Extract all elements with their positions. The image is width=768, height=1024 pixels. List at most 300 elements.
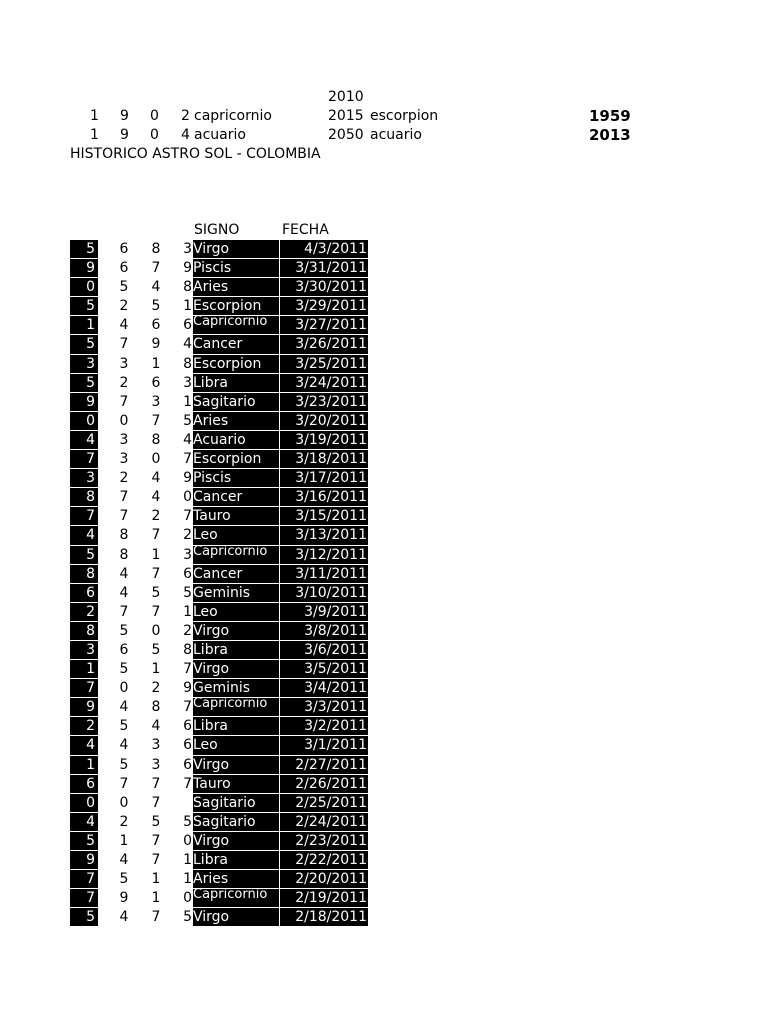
date-cell (280, 546, 368, 564)
number-2-cell: 5 (119, 871, 129, 888)
number-3-cell: 7 (151, 412, 161, 429)
sign-cell: Geminis (193, 679, 279, 697)
number-4-cell: 4 (183, 336, 192, 353)
number-2-cell: 2 (119, 374, 129, 391)
date-cell-text: 2/19/2011 (295, 890, 367, 907)
date-cell (280, 259, 368, 277)
date-cell (280, 297, 368, 315)
number-1-cell-text: 0 (86, 794, 95, 811)
number-4-cell: 7 (183, 661, 192, 678)
number-1-cell-text: 2 (86, 718, 95, 735)
number-2-cell: 4 (119, 317, 129, 334)
sign-cell: Libra (193, 641, 279, 659)
number-3-cell: 7 (151, 794, 161, 811)
date-cell-text: 2/20/2011 (295, 871, 367, 888)
number-1-cell (70, 297, 98, 315)
number-3-cell: 3 (151, 756, 161, 773)
date-cell-text: 2/22/2011 (295, 852, 367, 868)
date-cell-text: 3/23/2011 (295, 393, 367, 410)
line1-digit-3: 0 (150, 108, 159, 124)
line1-digit-2: 9 (120, 108, 129, 124)
number-1-cell-text: 1 (86, 317, 95, 334)
number-4-cell: 6 (183, 565, 192, 582)
sign-cell: Capricornio (193, 698, 279, 716)
sign-cell: Capricornio (193, 316, 279, 334)
number-1-cell (70, 870, 98, 888)
date-cell (280, 775, 368, 793)
sign-cell: Virgo (193, 908, 279, 926)
number-1-cell-text: 5 (86, 241, 95, 257)
date-cell-text: 2/18/2011 (295, 909, 367, 926)
number-4-cell: 8 (183, 355, 192, 372)
number-3-cell: 8 (151, 699, 161, 716)
number-2-cell: 3 (119, 355, 129, 372)
number-3-cell: 4 (151, 489, 161, 506)
number-4-cell: 0 (183, 832, 192, 849)
date-cell (280, 393, 368, 411)
sign-cell: Sagitario (193, 794, 279, 812)
number-1-cell (70, 259, 98, 277)
date-cell-text: 3/27/2011 (295, 317, 367, 334)
sign-cell: Cancer (193, 488, 279, 506)
date-cell (280, 565, 368, 583)
date-cell-text: 3/16/2011 (295, 489, 367, 506)
number-4-cell: 1 (183, 603, 192, 620)
number-2-cell: 1 (119, 832, 129, 849)
number-1-cell-text: 3 (86, 355, 95, 372)
number-3-cell: 0 (151, 622, 161, 639)
number-4-cell: 6 (183, 737, 192, 754)
number-4-cell: 5 (183, 412, 192, 429)
number-1-cell-text: 5 (86, 336, 95, 353)
date-cell-text: 3/18/2011 (295, 451, 367, 468)
number-2-cell: 2 (119, 470, 129, 487)
number-3-cell: 8 (151, 431, 161, 448)
sign-cell: Libra (193, 374, 279, 392)
number-1-cell-text: 7 (86, 451, 95, 468)
number-4-cell: 3 (183, 546, 192, 563)
date-cell (280, 889, 368, 907)
number-4-cell: 8 (183, 279, 192, 296)
date-cell (280, 316, 368, 334)
number-3-cell: 1 (151, 546, 161, 563)
sign-cell: Escorpion (193, 297, 279, 315)
number-3-cell: 5 (151, 298, 161, 315)
date-cell (280, 679, 368, 697)
date-cell (280, 794, 368, 812)
number-3-cell: 5 (151, 813, 161, 830)
number-1-cell (70, 469, 98, 487)
number-4-cell: 6 (183, 756, 192, 773)
date-cell (280, 622, 368, 640)
number-2-cell: 2 (119, 813, 129, 830)
sign-cell: Leo (193, 736, 279, 754)
number-1-cell-text: 9 (86, 699, 95, 716)
number-2-cell: 6 (119, 260, 129, 277)
number-3-cell: 6 (151, 374, 161, 391)
date-cell (280, 641, 368, 659)
line1-bold-year: 1959 (589, 107, 631, 125)
number-3-cell: 5 (151, 641, 161, 658)
line2-bold-year: 2013 (589, 126, 631, 144)
number-1-cell (70, 641, 98, 659)
date-cell (280, 832, 368, 850)
date-cell (280, 507, 368, 525)
number-1-cell-text: 1 (86, 756, 95, 773)
date-cell-text: 3/3/2011 (304, 699, 367, 716)
line2-digit-3: 0 (150, 127, 159, 143)
number-1-cell-text: 5 (86, 546, 95, 563)
column-header-sign: SIGNO (194, 222, 240, 238)
date-cell (280, 469, 368, 487)
date-cell (280, 660, 368, 678)
number-1-cell (70, 889, 98, 907)
sign-cell: Acuario (193, 431, 279, 449)
date-cell (280, 450, 368, 468)
number-1-cell-text: 9 (86, 393, 95, 410)
sign-cell: Capricornio (193, 889, 279, 907)
number-2-cell: 2 (119, 298, 129, 315)
date-cell-text: 3/13/2011 (295, 527, 367, 544)
number-2-cell: 7 (119, 508, 129, 525)
number-3-cell: 4 (151, 718, 161, 735)
line1-digit-4: 2 (181, 108, 190, 124)
number-4-cell: 7 (183, 775, 192, 792)
number-4-cell: 9 (183, 680, 192, 697)
date-cell-text: 2/27/2011 (295, 756, 367, 773)
line2-digit-1: 1 (90, 127, 99, 143)
sign-cell: Aries (193, 870, 279, 888)
number-1-cell (70, 794, 98, 812)
line1-digit-1: 1 (90, 108, 99, 124)
number-3-cell: 7 (151, 775, 161, 792)
date-cell (280, 240, 368, 258)
date-cell-text: 3/15/2011 (295, 508, 367, 525)
number-4-cell: 3 (183, 241, 192, 257)
number-1-cell-text: 4 (86, 527, 95, 544)
number-4-cell: 0 (183, 890, 192, 907)
number-2-cell: 5 (119, 622, 129, 639)
date-cell (280, 736, 368, 754)
sign-cell: Piscis (193, 469, 279, 487)
number-4-cell: 2 (183, 622, 192, 639)
number-2-cell: 4 (119, 699, 129, 716)
sign-cell: Geminis (193, 584, 279, 602)
number-1-cell (70, 603, 98, 621)
number-4-cell: 1 (183, 871, 192, 888)
number-4-cell: 9 (183, 260, 192, 277)
number-3-cell: 3 (151, 737, 161, 754)
number-2-cell: 3 (119, 431, 129, 448)
sign-cell: Virgo (193, 240, 279, 258)
date-cell-text: 2/24/2011 (295, 813, 367, 830)
column-header-date: FECHA (282, 222, 329, 238)
number-1-cell (70, 546, 98, 564)
number-2-cell: 8 (119, 527, 129, 544)
number-3-cell: 1 (151, 661, 161, 678)
number-2-cell: 5 (119, 756, 129, 773)
sign-cell: Sagitario (193, 813, 279, 831)
number-1-cell (70, 717, 98, 735)
date-cell-text: 3/25/2011 (295, 355, 367, 372)
number-3-cell: 8 (151, 241, 161, 257)
sign-cell: Virgo (193, 622, 279, 640)
number-1-cell-text: 3 (86, 470, 95, 487)
line2-year: 2050 (328, 127, 364, 143)
number-3-cell: 7 (151, 565, 161, 582)
sign-cell: Escorpion (193, 450, 279, 468)
date-cell-text: 3/11/2011 (295, 565, 367, 582)
number-1-cell (70, 278, 98, 296)
sign-cell: Aries (193, 278, 279, 296)
number-1-cell-text: 5 (86, 374, 95, 391)
number-1-cell (70, 240, 98, 258)
date-cell (280, 698, 368, 716)
date-cell (280, 851, 368, 869)
date-cell-text: 3/6/2011 (304, 641, 367, 658)
sign-cell: Tauro (193, 507, 279, 525)
number-4-cell: 6 (183, 718, 192, 735)
date-cell (280, 278, 368, 296)
sign-cell: Virgo (193, 756, 279, 774)
number-1-cell (70, 736, 98, 754)
date-cell-text: 2/25/2011 (295, 794, 367, 811)
number-1-cell (70, 584, 98, 602)
number-4-cell: 2 (183, 527, 192, 544)
number-3-cell: 1 (151, 871, 161, 888)
number-3-cell: 2 (151, 680, 161, 697)
year-2010: 2010 (328, 89, 364, 105)
number-2-cell: 5 (119, 279, 129, 296)
number-2-cell: 4 (119, 584, 129, 601)
date-cell-text: 3/1/2011 (304, 737, 367, 754)
date-cell-text: 4/3/2011 (304, 241, 367, 257)
date-cell (280, 412, 368, 430)
number-3-cell: 7 (151, 909, 161, 926)
number-1-cell (70, 526, 98, 544)
number-3-cell: 4 (151, 470, 161, 487)
number-3-cell: 9 (151, 336, 161, 353)
number-3-cell: 0 (151, 451, 161, 468)
date-cell (280, 870, 368, 888)
number-1-cell (70, 565, 98, 583)
number-4-cell: 7 (183, 508, 192, 525)
date-cell (280, 603, 368, 621)
number-2-cell: 0 (119, 680, 129, 697)
date-cell (280, 584, 368, 602)
date-cell-text: 3/5/2011 (304, 661, 367, 678)
number-1-cell-text: 7 (86, 508, 95, 525)
number-2-cell: 7 (119, 775, 129, 792)
date-cell (280, 756, 368, 774)
sign-cell: Libra (193, 717, 279, 735)
line1-year: 2015 (328, 108, 364, 124)
number-1-cell (70, 775, 98, 793)
page-title: HISTORICO ASTRO SOL - COLOMBIA (70, 146, 321, 162)
line2-digit-4: 4 (181, 127, 190, 143)
line2-digit-2: 9 (120, 127, 129, 143)
number-2-cell: 0 (119, 412, 129, 429)
number-1-cell (70, 851, 98, 869)
number-1-cell (70, 335, 98, 353)
number-3-cell: 7 (151, 603, 161, 620)
date-cell-text: 3/4/2011 (304, 680, 367, 697)
date-cell (280, 355, 368, 373)
date-cell-text: 3/26/2011 (295, 336, 367, 353)
number-3-cell: 6 (151, 317, 161, 334)
number-2-cell: 4 (119, 852, 129, 868)
number-1-cell (70, 756, 98, 774)
sign-cell: Virgo (193, 832, 279, 850)
date-cell-text: 3/20/2011 (295, 412, 367, 429)
number-1-cell-text: 7 (86, 680, 95, 697)
number-3-cell: 7 (151, 852, 161, 868)
number-3-cell: 1 (151, 890, 161, 907)
date-cell (280, 526, 368, 544)
number-4-cell: 5 (183, 909, 192, 926)
number-2-cell: 7 (119, 336, 129, 353)
number-1-cell-text: 5 (86, 832, 95, 849)
date-cell-text: 3/9/2011 (304, 603, 367, 620)
number-4-cell: 1 (183, 393, 192, 410)
date-cell-text: 3/2/2011 (304, 718, 367, 735)
number-1-cell-text: 8 (86, 622, 95, 639)
line1-sign: capricornio (194, 108, 272, 124)
number-1-cell-text: 9 (86, 852, 95, 868)
date-cell-text: 3/24/2011 (295, 374, 367, 391)
number-1-cell-text: 6 (86, 775, 95, 792)
number-1-cell-text: 0 (86, 279, 95, 296)
number-2-cell: 5 (119, 661, 129, 678)
number-4-cell: 0 (183, 489, 192, 506)
date-cell-text: 3/10/2011 (295, 584, 367, 601)
sign-cell: Sagitario (193, 393, 279, 411)
number-1-cell-text: 3 (86, 641, 95, 658)
number-1-cell-text: 7 (86, 871, 95, 888)
number-4-cell: 1 (183, 298, 192, 315)
date-cell (280, 431, 368, 449)
sign-cell: Cancer (193, 565, 279, 583)
date-cell (280, 374, 368, 392)
number-2-cell: 7 (119, 603, 129, 620)
number-1-cell (70, 622, 98, 640)
number-3-cell: 7 (151, 527, 161, 544)
date-cell-text: 3/8/2011 (304, 622, 367, 639)
number-1-cell-text: 8 (86, 489, 95, 506)
number-1-cell-text: 4 (86, 737, 95, 754)
number-2-cell: 0 (119, 794, 129, 811)
number-1-cell (70, 660, 98, 678)
sign-cell: Escorpion (193, 355, 279, 373)
number-2-cell: 4 (119, 909, 129, 926)
date-cell (280, 717, 368, 735)
sign-cell: Libra (193, 851, 279, 869)
sign-cell: Aries (193, 412, 279, 430)
number-4-cell: 1 (183, 852, 192, 868)
sign-cell: Capricornio (193, 546, 279, 564)
number-1-cell (70, 412, 98, 430)
number-1-cell (70, 316, 98, 334)
number-4-cell: 5 (183, 813, 192, 830)
number-4-cell: 4 (183, 431, 192, 448)
date-cell-text: 2/26/2011 (295, 775, 367, 792)
number-1-cell-text: 7 (86, 890, 95, 907)
number-3-cell: 2 (151, 508, 161, 525)
sign-cell: Leo (193, 526, 279, 544)
number-1-cell-text: 4 (86, 813, 95, 830)
number-3-cell: 7 (151, 832, 161, 849)
number-4-cell: 7 (183, 699, 192, 716)
date-cell-text: 3/29/2011 (295, 298, 367, 315)
number-1-cell (70, 488, 98, 506)
number-4-cell (174, 794, 192, 812)
sign-cell: Tauro (193, 775, 279, 793)
number-3-cell: 3 (151, 393, 161, 410)
number-1-cell (70, 908, 98, 926)
number-1-cell (70, 374, 98, 392)
sign-cell: Virgo (193, 660, 279, 678)
date-cell (280, 908, 368, 926)
number-4-cell: 5 (183, 584, 192, 601)
number-1-cell-text: 4 (86, 431, 95, 448)
date-cell-text: 3/17/2011 (295, 470, 367, 487)
number-1-cell-text: 1 (86, 661, 95, 678)
number-1-cell-text: 5 (86, 909, 95, 926)
date-cell (280, 335, 368, 353)
date-cell (280, 488, 368, 506)
number-4-cell: 8 (183, 641, 192, 658)
number-1-cell (70, 832, 98, 850)
date-cell-text: 3/31/2011 (295, 260, 367, 277)
number-3-cell: 1 (151, 355, 161, 372)
number-3-cell: 5 (151, 584, 161, 601)
number-1-cell (70, 450, 98, 468)
number-2-cell: 7 (119, 489, 129, 506)
number-4-cell: 9 (183, 470, 192, 487)
date-cell-text: 3/12/2011 (295, 546, 367, 563)
number-2-cell: 3 (119, 451, 129, 468)
number-3-cell: 7 (151, 260, 161, 277)
number-1-cell (70, 698, 98, 716)
number-2-cell: 8 (119, 546, 129, 563)
line2-sign: acuario (194, 127, 246, 143)
date-cell-text: 3/19/2011 (295, 431, 367, 448)
sign-cell: Cancer (193, 335, 279, 353)
number-2-cell: 4 (119, 737, 129, 754)
line1-sign-2: escorpion (370, 108, 439, 124)
number-1-cell-text: 2 (86, 603, 95, 620)
date-cell-text: 2/23/2011 (295, 832, 367, 849)
number-2-cell: 6 (119, 641, 129, 658)
number-4-cell: 6 (183, 317, 192, 334)
date-cell (280, 813, 368, 831)
date-cell-text: 3/30/2011 (295, 279, 367, 296)
number-1-cell (70, 679, 98, 697)
number-1-cell-text: 8 (86, 565, 95, 582)
number-1-cell (70, 355, 98, 373)
number-1-cell (70, 813, 98, 831)
number-2-cell: 5 (119, 718, 129, 735)
number-4-cell: 3 (183, 374, 192, 391)
line2-sign-2: acuario (370, 127, 422, 143)
number-3-cell: 4 (151, 279, 161, 296)
number-1-cell (70, 507, 98, 525)
number-1-cell-text: 0 (86, 412, 95, 429)
number-1-cell (70, 431, 98, 449)
number-1-cell-text: 6 (86, 584, 95, 601)
number-1-cell-text: 9 (86, 260, 95, 277)
sign-cell: Piscis (193, 259, 279, 277)
